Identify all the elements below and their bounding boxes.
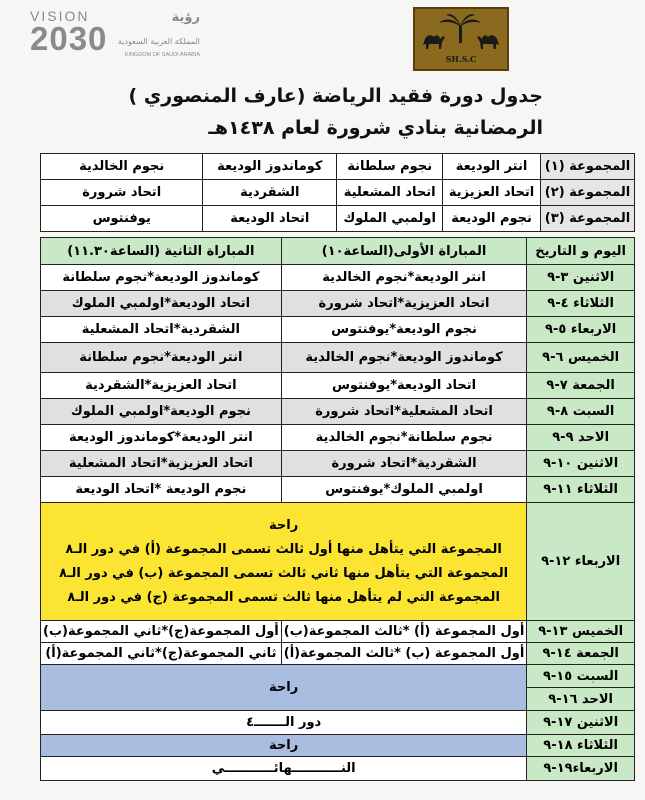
day-cell: الثلاثاء ٤-٩ [527, 291, 635, 317]
team-cell: نجوم الوديعة [443, 206, 541, 232]
schedule-header [41, 238, 635, 265]
day-cell: الاثنين ٣-٩ [527, 265, 635, 291]
match-2-cell: نجوم الوديعة *اتحاد الوديعة [41, 477, 282, 503]
vision-2030-logo [28, 6, 208, 68]
group-row [41, 206, 635, 232]
group-label: المجموعة (١) [541, 154, 635, 180]
group-row [41, 154, 635, 180]
match-1-cell: الشقردية*اتحاد شرورة [281, 451, 527, 477]
palm-tree-icon [439, 14, 481, 43]
match-2-cell: اتحاد العزيزية*الشقردية [41, 373, 282, 399]
kingdom-ar-text: المملكة العربية السعودية [117, 37, 200, 46]
match-1-cell: نجوم سلطانة*نجوم الخالدية [281, 425, 527, 451]
match-2-cell: انتر الوديعة*كوماندوز الوديعة [41, 425, 282, 451]
schedule-table [40, 237, 635, 781]
schedule-row [41, 451, 635, 477]
rest-cell: راحة [41, 665, 527, 711]
schedule-row [41, 317, 635, 343]
vision-year-text: 2030 [30, 20, 108, 57]
match-2-cell: ثاني المجموعة(ج)*ثاني المجموعة(أ) [41, 643, 282, 665]
schedule-row [41, 399, 635, 425]
camel-left-icon [423, 35, 445, 49]
rest-note-line: المجموعة التي لم يتأهل منها ثالث تسمى المجموعة (ج) في دور الـ٨ [67, 589, 500, 605]
day-cell: الثلاثاء ١٨-٩ [527, 735, 635, 757]
match-2-cell: اتحاد العزيزية*اتحاد المشعلية [41, 451, 282, 477]
rest-day-row [41, 503, 635, 621]
rest-note-line: المجموعة التي يتأهل منها ثاني ثالث تسمى المجموعة (ب) في دور الـ٨ [59, 565, 509, 581]
groups-table [40, 153, 635, 232]
match-1-cell: اتحاد الوديعة*يوفنتوس [281, 373, 527, 399]
camel-right-icon [477, 35, 499, 49]
header-match-1: المباراة الأولى(الساعة١٠) [281, 238, 527, 265]
group-row [41, 180, 635, 206]
club-logo [413, 7, 509, 71]
day-cell: الثلاثاء ١١-٩ [527, 477, 635, 503]
vision-en-text: VISION [30, 8, 90, 24]
match-2-cell: أول المجموعة(ج)*ثاني المجموعة(ب) [41, 621, 282, 643]
schedule-row [41, 477, 635, 503]
schedule-row [41, 735, 635, 757]
day-cell: الاحد ٩-٩ [527, 425, 635, 451]
day-cell: الاثنين ١٧-٩ [527, 711, 635, 735]
schedule-row [41, 343, 635, 373]
match-2-cell: كوماندوز الوديعة*نجوم سلطانة [41, 265, 282, 291]
rest-note-line: المجموعة التي يتأهل منها أول ثالث تسمى المجموعة (أ) في دور الـ٨ [65, 541, 502, 557]
day-cell: الخميس ١٣-٩ [527, 621, 635, 643]
schedule-row [41, 373, 635, 399]
match-1-cell: اتحاد العزيزية*اتحاد شرورة [281, 291, 527, 317]
team-cell: انتر الوديعة [443, 154, 541, 180]
team-cell: اتحاد شرورة [41, 180, 203, 206]
day-cell: الاربعاء ١٢-٩ [527, 503, 635, 621]
group-label: المجموعة (٢) [541, 180, 635, 206]
group-label: المجموعة (٣) [541, 206, 635, 232]
title-line-2: الرمضانية بنادي شرورة لعام ١٤٣٨هـ [208, 117, 543, 139]
schedule-row [41, 757, 635, 781]
team-cell: يوفنتوس [41, 206, 203, 232]
match-2-cell: اتحاد الوديعة*اولمبي الملوك [41, 291, 282, 317]
day-cell: السبت ١٥-٩ [527, 665, 635, 688]
schedule-row [41, 711, 635, 735]
club-abbrev: SH.S.C [445, 54, 477, 64]
schedule-row [41, 425, 635, 451]
day-cell: الجمعة ٧-٩ [527, 373, 635, 399]
schedule-row [41, 665, 635, 688]
schedule-row [41, 621, 635, 643]
match-1-cell: اتحاد المشعلية*اتحاد شرورة [281, 399, 527, 425]
rest-day-notes [41, 503, 527, 621]
header-match-2: المباراة الثانية (الساعة١١.٣٠) [41, 238, 282, 265]
schedule-row [41, 643, 635, 665]
match-1-cell: كوماندوز الوديعة*نجوم الخالدية [281, 343, 527, 373]
day-cell: الخميس ٦-٩ [527, 343, 635, 373]
header-day: اليوم و التاريخ [527, 238, 635, 265]
team-cell: اتحاد الوديعة [203, 206, 337, 232]
schedule-row [41, 265, 635, 291]
match-2-cell: الشقردية*اتحاد المشعلية [41, 317, 282, 343]
day-cell: الاثنين ١٠-٩ [527, 451, 635, 477]
match-1-cell: اولمبي الملوك*يوفنتوس [281, 477, 527, 503]
match-1-cell: أول المجموعة (ب) *ثالث المجموعة(أ) [281, 643, 527, 665]
match-1-cell: أول المجموعة (أ) *ثالث المجموعة(ب) [281, 621, 527, 643]
team-cell: نجوم الخالدية [41, 154, 203, 180]
match-2-cell: انتر الوديعة*نجوم سلطانة [41, 343, 282, 373]
match-1-cell: انتر الوديعة*نجوم الخالدية [281, 265, 527, 291]
match-2-cell: نجوم الوديعة*اولمبي الملوك [41, 399, 282, 425]
day-cell: الاربعاء ٥-٩ [527, 317, 635, 343]
vision-ar-text: رؤية [171, 10, 200, 25]
day-cell: الجمعة ١٤-٩ [527, 643, 635, 665]
day-cell: السبت ٨-٩ [527, 399, 635, 425]
day-cell: الاربعاء١٩-٩ [527, 757, 635, 781]
team-cell: كوماندوز الوديعة [203, 154, 337, 180]
kingdom-en-text: KINGDOM OF SAUDI ARABIA [124, 52, 200, 58]
schedule-row [41, 291, 635, 317]
page-title [83, 80, 543, 144]
match-1-cell: نجوم الوديعة*يوفنتوس [281, 317, 527, 343]
rest-label: راحة [269, 517, 299, 533]
day-cell: الاحد ١٦-٩ [527, 688, 635, 711]
team-cell: اتحاد المشعلية [337, 180, 443, 206]
title-line-1: جدول دورة فقيد الرياضة (عارف المنصوري ) [128, 85, 543, 107]
team-cell: الشقردية [203, 180, 337, 206]
team-cell: اتحاد العزيزية [443, 180, 541, 206]
team-cell: نجوم سلطانة [337, 154, 443, 180]
semifinal-cell: دور الـــــــ٤ [41, 711, 527, 735]
final-cell: النـــــــــــهائـــــــــــي [41, 757, 527, 781]
team-cell: اولمبي الملوك [337, 206, 443, 232]
rest-cell: راحة [41, 735, 527, 757]
